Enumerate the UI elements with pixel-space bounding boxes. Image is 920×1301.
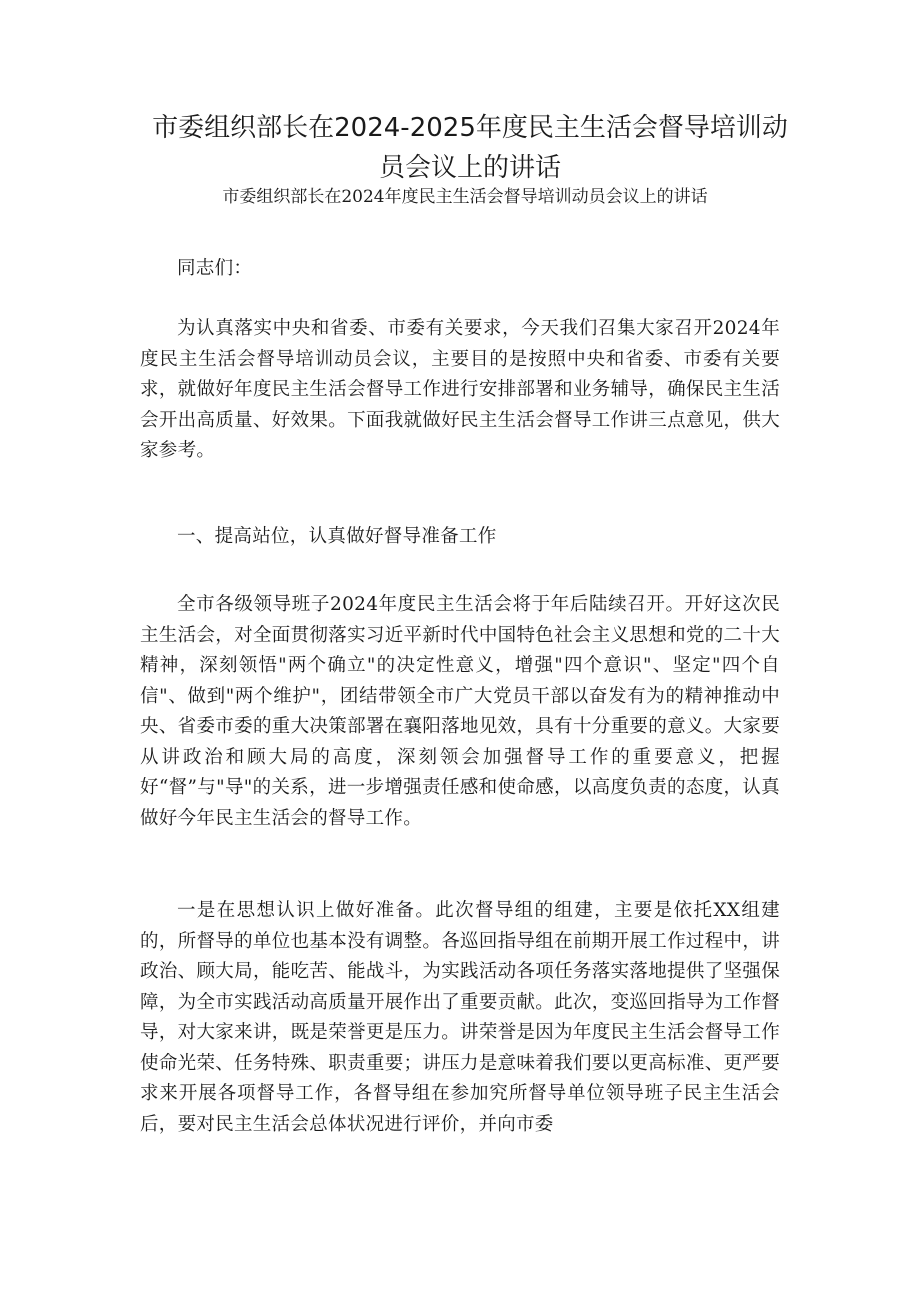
paragraph-section-1: 全市各级领导班子2024年度民主生活会将于年后陆续召开。开好这次民主生活会，对全面贯彻落实习近平新时代中国特色社会主义思想和党的二十大精神，深刻领悟"两个确立"的决定性意义，增强"四个意识"、坚定"四个自信"、做到"两个维护"，团结带领全市广大党员干部以奋发有为的精神推动中央、省委市委的重大决策部署在襄阳落地见效，具有十分重要的意义。大家要从讲政治和顾大局的高度，深刻领会加强督导工作的重要意义，把握好“督”与"导"的关系，进一步增强责任感和使命感，以高度负责的态度，认真做好今年民主生活会的督导工作。 xyxy=(140,594,780,829)
section-heading-1: 一、提高站位，认真做好督导准备工作 xyxy=(177,526,497,547)
document-subtitle: 市委组织部长在2024年度民主生活会督导培训动员会议上的讲话 xyxy=(222,187,708,207)
paragraph-point-1: 一是在思想认识上做好准备。此次督导组的组建，主要是依托XX组建的，所督导的单位也基本没有调整。各巡回指导组在前期开展工作过程中，讲政治、顾大局，能吃苦、能战斗，为实践活动各项任务落实落地提供了坚强保障，为全市实践活动高质量开展作出了重要贡献。此次，变巡回指导为工作督导，对大家来讲，既是荣誉更是压力。讲荣誉是因为年度民主生活会督导工作使命光荣、任务特殊、职责重要；讲压力是意味着我们要以更高标准、更严要求来开展各项督导工作，各督导组在参加究所督导单位领导班子民主生活会后，要对民主生活会总体状况进行评价，并向市委 xyxy=(140,900,780,1135)
greeting: 同志们： xyxy=(177,258,253,279)
document-title: 市委组织部长在2024-2025年度民主生活会督导培训动员会议上的讲话 xyxy=(152,113,788,183)
paragraph-intro: 为认真落实中央和省委、市委有关要求，今天我们召集大家召开2024年度民主生活会督导培训动员会议，主要目的是按照中央和省委、市委有关要求，就做好年度民主生活会督导工作进行安排部署和业务辅导，确保民主生活会开出高质量、好效果。下面我就做好民主生活会督导工作讲三点意见，供大家参考。 xyxy=(140,318,780,461)
